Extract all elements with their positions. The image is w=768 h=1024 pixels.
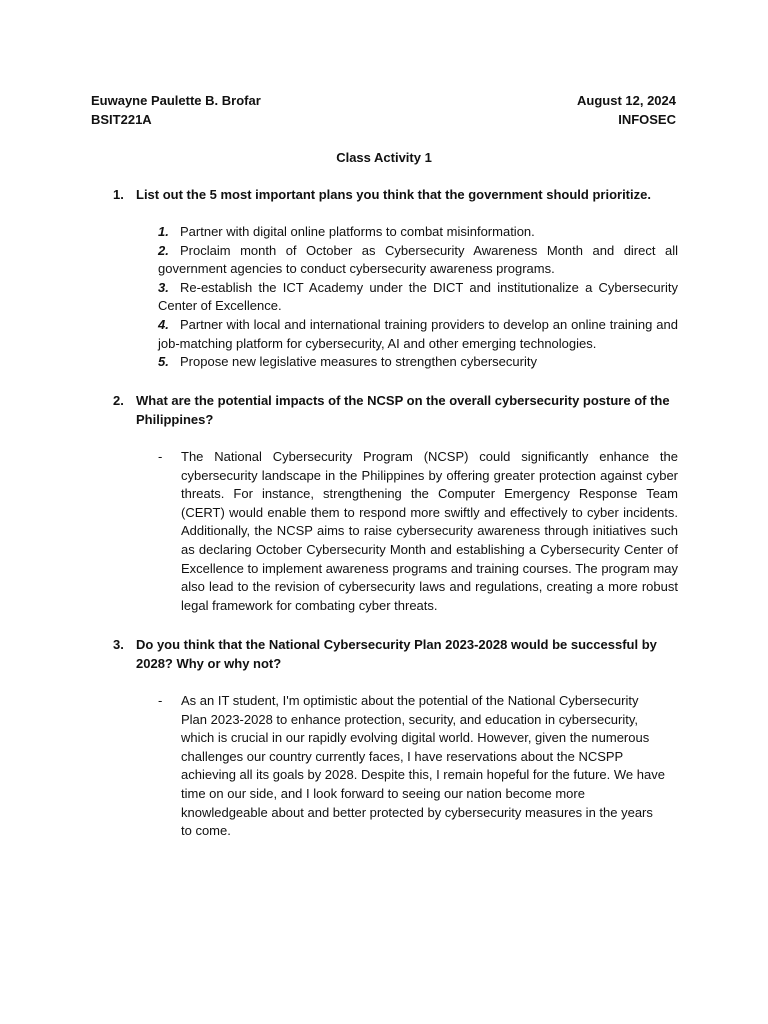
plan-number: 4. (158, 316, 169, 332)
plan-number: 1. (158, 224, 169, 239)
answer-2 (158, 448, 678, 615)
question-3-text: Do you think that the National Cybersecurity Plan 2023-2028 would be successful by 2028? Why or why not? (136, 637, 657, 671)
question-2 (113, 392, 679, 429)
plan-text: Proclaim month of October as Cybersecurity Awareness Month and direct all government agencies to conduct cybersecurity awareness programs. (158, 242, 678, 277)
answer-2-text: The National Cybersecurity Program (NCSP) could significantly enhance the cybersecurity landscape in the Philippines by offering greater protection against cyber threats. For instance, strengthening the Computer Emergency Response Team (CERT) would enable them to respond more swiftly and effectively to cyber incidents. Additionally, the NCSP aims to raise cybersecurity awareness through initiatives such as declaring October Cybersecurity Month and establishing a Cybersecurity Center of Excellence to implement awareness programs and training courses. The program may also lead to the revision of cybersecurity laws and regulations, creating a more robust legal framework for combating cyber threats. (181, 449, 678, 613)
list-item (158, 316, 678, 353)
question-3-number: 3. (113, 637, 124, 652)
question-2-text: What are the potential impacts of the NCSP on the overall cybersecurity posture of the Philippines? (136, 393, 670, 427)
plan-text: Propose new legislative measures to strengthen cybersecurity (180, 354, 537, 370)
question-1 (113, 186, 679, 205)
plan-text: Partner with digital online platforms to combat misinformation. (180, 224, 535, 239)
plan-text: Re-establish the ICT Academy under the DICT and institutionalize a Cybersecurity Center of Excellence. (158, 279, 678, 314)
subject: INFOSEC (618, 112, 676, 127)
question-3 (113, 636, 679, 673)
plan-text: Partner with local and international training providers to develop an online training and job-matching platform for cybersecurity, AI and other emerging technologies. (158, 316, 678, 351)
answer-3-text: As an IT student, I'm optimistic about the potential of the National Cybersecurity Plan 2023-2028 to enhance protection, security, and education in cybersecurity, which is crucial in our rapidly evolving digital world. However, given the numerous challenges our country currently faces, I have reservations about the NCSPP achieving all its goals by 2028. Despite this, I remain hopeful for the future. We have time on our side, and I look forward to seeing our nation become more knowledgeable about and better protected by cybersecurity measures in the years to come. (181, 693, 665, 839)
section: BSIT221A (91, 112, 152, 127)
student-name: Euwayne Paulette B. Brofar (91, 93, 261, 108)
answer-3 (158, 692, 678, 841)
list-item (158, 223, 678, 242)
bullet-dash: - (158, 449, 163, 464)
header-row-2 (91, 111, 676, 130)
list-item (158, 353, 678, 372)
plans-list (158, 223, 678, 372)
header-row-1 (91, 92, 676, 111)
plan-number: 2. (158, 242, 169, 258)
list-item (158, 279, 678, 316)
plan-number: 5. (158, 354, 169, 370)
list-item (158, 242, 678, 279)
date: August 12, 2024 (577, 93, 676, 108)
plan-number: 3. (158, 279, 169, 295)
page-title: Class Activity 1 (336, 150, 432, 165)
question-1-text: List out the 5 most important plans you think that the government should prioritize. (136, 187, 651, 202)
bullet-dash: - (158, 693, 163, 708)
question-2-number: 2. (113, 393, 124, 408)
question-1-number: 1. (113, 187, 124, 202)
